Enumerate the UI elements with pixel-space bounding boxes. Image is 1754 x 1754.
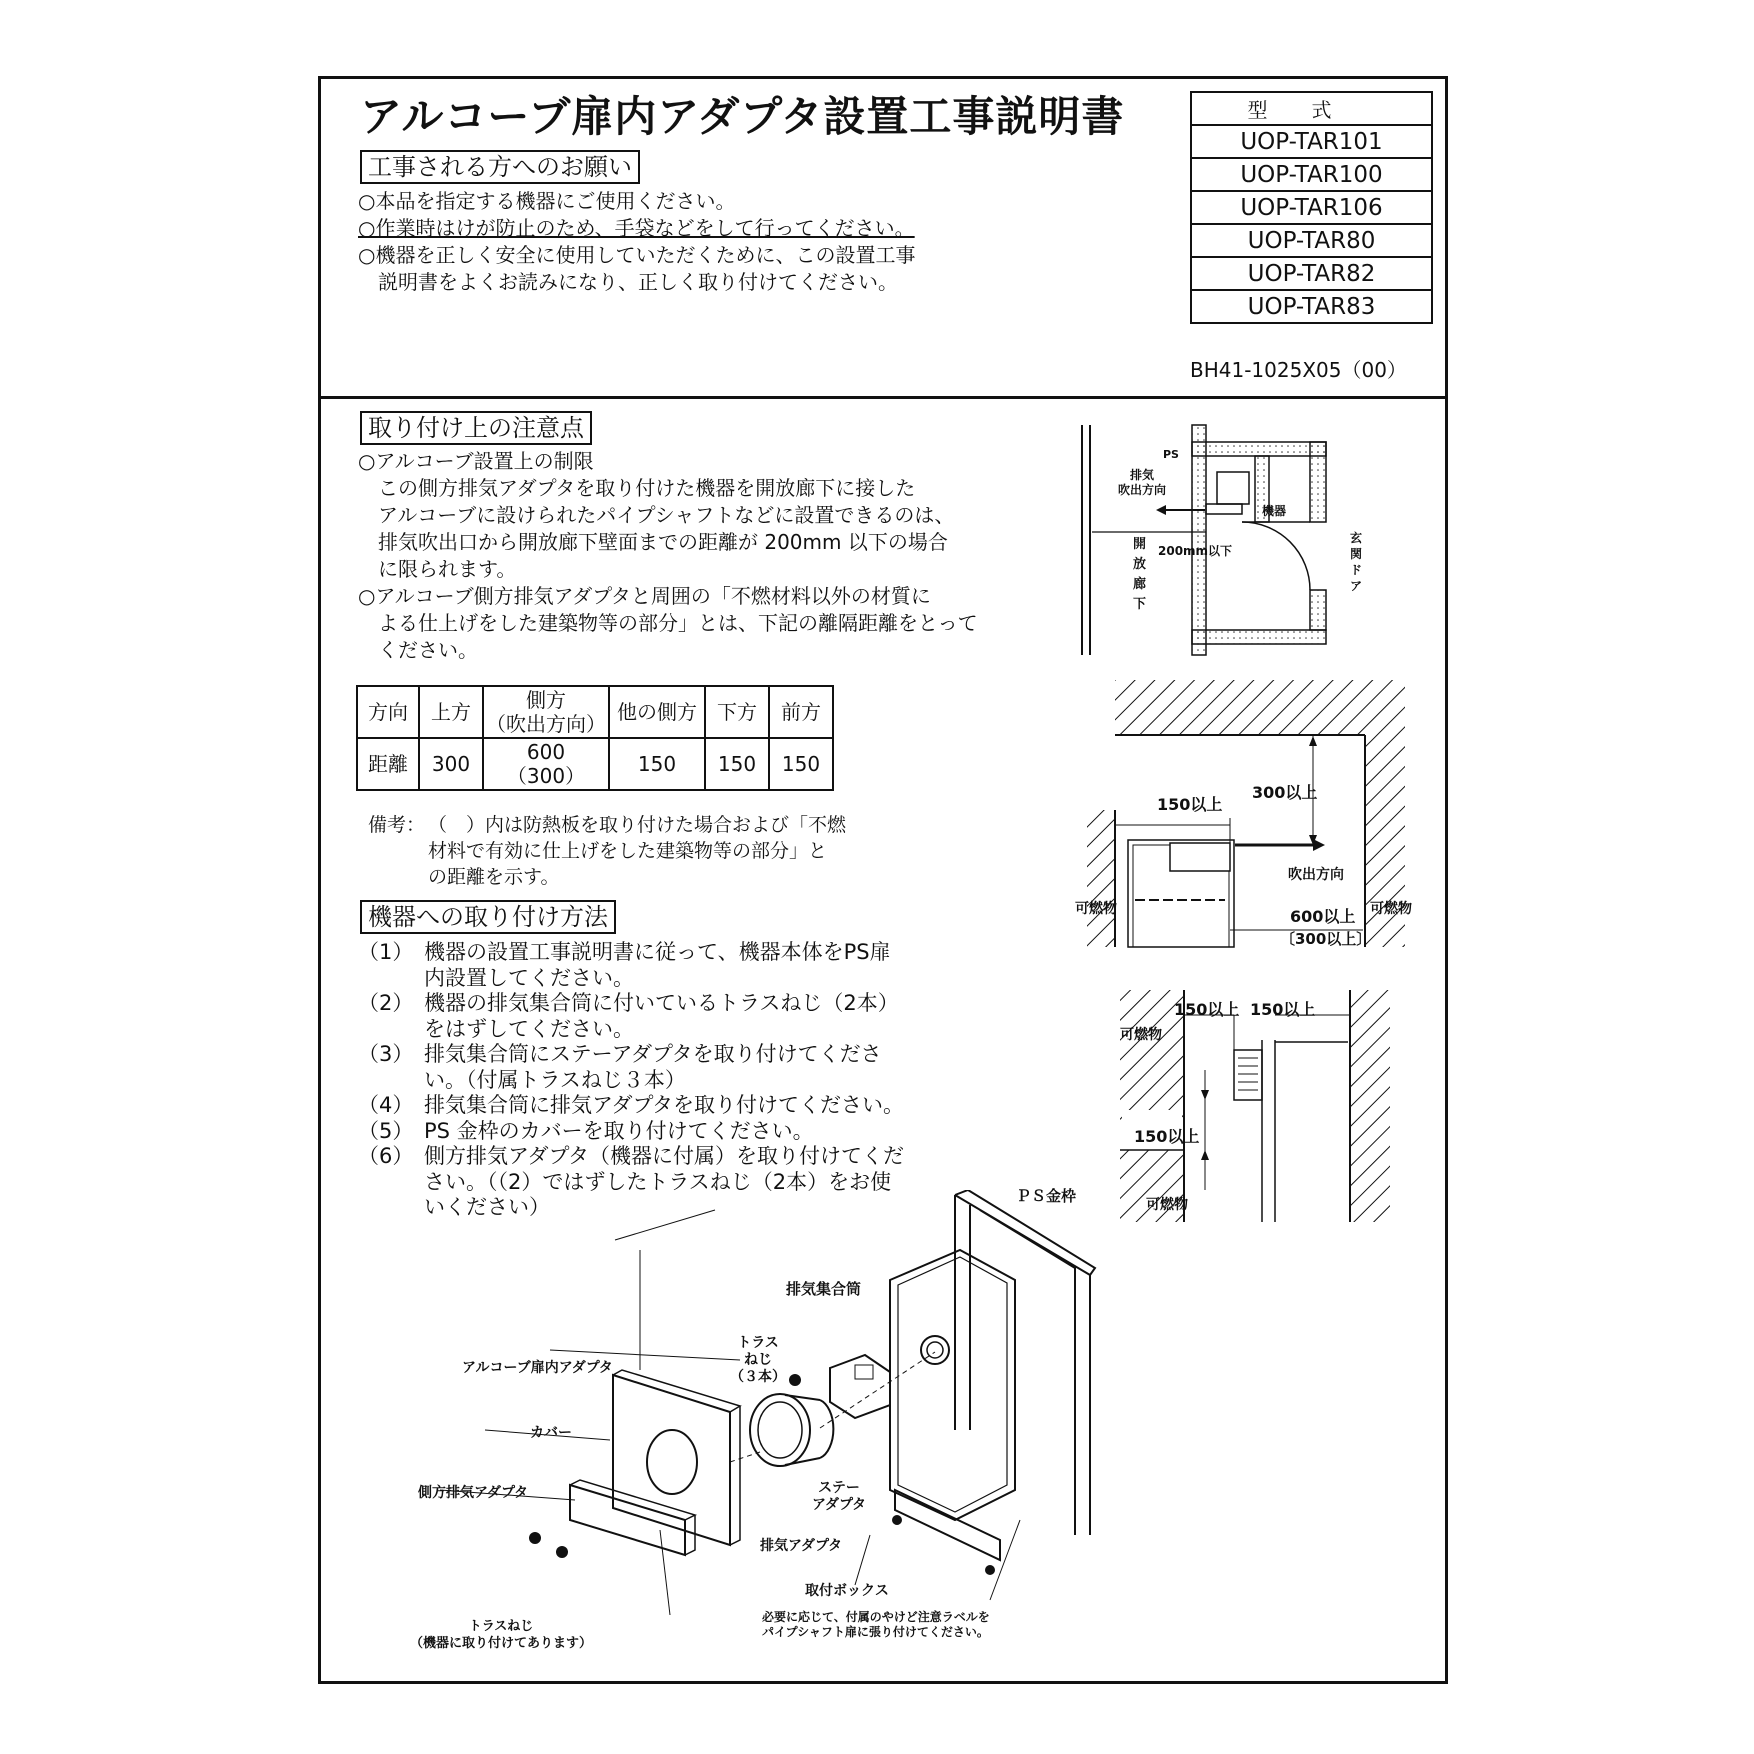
request-line: ○作業時はけが防止のため、手袋などをして行ってください。	[358, 216, 915, 240]
plan-corridor-label: 開放廊下	[1133, 537, 1147, 612]
side-combustible-bottom: 可燃物	[1146, 1197, 1188, 1213]
method-step	[358, 1119, 904, 1145]
step-number: （3）	[358, 1042, 414, 1066]
caution-line: ○アルコーブ設置上の制限	[358, 449, 594, 473]
model-cell: UOP-TAR106	[1191, 191, 1432, 224]
label-collector: 排気集合筒	[786, 1280, 862, 1298]
request-line: ○機器を正しく安全に使用していただくために、この設置工事	[358, 243, 916, 267]
front-top-label: 300以上	[1252, 783, 1318, 802]
label-mount-box: 取付ボックス	[805, 1583, 889, 1599]
section-divider	[318, 396, 1448, 399]
remark-prefix: 備考：	[368, 814, 426, 836]
step-line: 排気集合筒に排気アダプタを取り付けてください。	[424, 1093, 905, 1117]
plan-door-label: 玄関ドア	[1350, 531, 1363, 593]
front-blow-distance: 600以上	[1290, 907, 1356, 926]
step-line: 機器の設置工事説明書に従って、機器本体をPS扉	[424, 940, 891, 964]
caution-line: この側方排気アダプタを取り付けた機器を開放廊下に接した	[358, 476, 916, 500]
model-table-header: 型式	[1191, 92, 1432, 125]
step-line: さい。（（2）ではずしたトラスねじ（2本）をお使	[424, 1169, 892, 1194]
step-line: 内設置してください。	[424, 965, 634, 990]
model-cell: UOP-TAR82	[1191, 257, 1432, 290]
front-combustible-left: 可燃物	[1075, 901, 1117, 917]
document-number: BH41-1025X05（00）	[1190, 358, 1407, 382]
method-step	[358, 1093, 904, 1119]
step-line: いください）	[424, 1195, 550, 1219]
step-number: （4）	[358, 1093, 414, 1117]
caution-line: ください。	[358, 638, 478, 662]
distance-table	[356, 685, 834, 791]
exploded-assembly-diagram	[400, 1190, 1120, 1660]
front-blow-label: 吹出方向	[1288, 867, 1344, 883]
model-cell: UOP-TAR100	[1191, 158, 1432, 191]
remark-lines	[428, 812, 846, 890]
caution-line: 排気吹出口から開放廊下壁面までの距離が 200mm 以下の場合	[358, 530, 948, 554]
dist-cell: 150	[705, 738, 769, 790]
label-side-adapter: 側方排気アダプタ	[418, 1485, 529, 1501]
plan-ps-label: PS	[1163, 448, 1179, 461]
side-bottom-label: 150以上	[1134, 1127, 1200, 1146]
dist-cell: 150	[769, 738, 833, 790]
step-line: PS 金枠のカバーを取り付けてください。	[424, 1118, 814, 1143]
label-alcove-adapter: アルコーブ扉内アダプタ	[462, 1360, 613, 1376]
document-title: アルコーブ扉内アダプタ設置工事説明書	[360, 92, 1125, 141]
dist-header: 側方 （吹出方向）	[483, 686, 609, 738]
caution-heading: 取り付け上の注意点	[360, 411, 592, 445]
label-truss-screw: トラスねじ （機器に取り付けてあります）	[410, 1619, 593, 1651]
caution-line: に限られます。	[358, 557, 517, 581]
method-heading: 機器への取り付け方法	[360, 900, 616, 934]
step-line: をはずしてください。	[424, 1016, 634, 1041]
method-step	[358, 991, 904, 1042]
remark-line: の距離を示す。	[428, 866, 560, 888]
front-combustible-right: 可燃物	[1370, 901, 1412, 917]
step-number: （6）	[358, 1144, 414, 1168]
label-truss-screw3: トラス ねじ （３本）	[730, 1335, 786, 1385]
model-table	[1190, 91, 1433, 324]
step-line: 機器の排気集合筒に付いているトラスねじ（2本）	[424, 991, 899, 1015]
method-step	[358, 940, 904, 991]
front-clearance-diagram	[1075, 680, 1415, 950]
step-number: （2）	[358, 991, 414, 1015]
caution-lines	[358, 448, 978, 664]
plan-diagram	[1070, 420, 1370, 660]
dist-header: 方向	[357, 686, 419, 738]
plan-distance-label: 200mm以下	[1158, 544, 1233, 558]
method-steps	[358, 940, 904, 1221]
dist-cell: 距離	[357, 738, 419, 790]
remark-line: （ ）内は防熱板を取り付けた場合および「不燃	[428, 814, 847, 836]
label-ps-frame: ＰＳ金枠	[1016, 1187, 1077, 1205]
dist-cell: 150	[609, 738, 705, 790]
request-line: 説明書をよくお読みになり、正しく取り付けてください。	[358, 270, 898, 294]
model-cell: UOP-TAR101	[1191, 125, 1432, 158]
model-cell: UOP-TAR80	[1191, 224, 1432, 257]
step-line: い。（付属トラスねじ３本）	[424, 1067, 686, 1092]
model-cell: UOP-TAR83	[1191, 290, 1432, 323]
dist-header: 上方	[419, 686, 483, 738]
side-right-label: 150以上	[1250, 1000, 1316, 1019]
plan-device-label: 機器	[1262, 504, 1287, 518]
remark-line: 材料で有効に仕上げをした建築物等の部分」と	[428, 840, 828, 862]
method-step	[358, 1042, 904, 1093]
plan-exhaust-label: 排気 吹出方向	[1118, 468, 1167, 497]
label-stay-adapter: ステー アダプタ	[812, 1480, 867, 1513]
step-line: 側方排気アダプタ（機器に付属）を取り付けてくだ	[424, 1144, 905, 1168]
request-line: ○本品を指定する機器にご使用ください。	[358, 189, 736, 213]
caution-line: アルコーブに設けられたパイプシャフトなどに設置できるのは、	[358, 503, 955, 527]
side-combustible-top: 可燃物	[1120, 1027, 1162, 1043]
dist-header: 下方	[705, 686, 769, 738]
front-side-label: 150以上	[1157, 795, 1223, 814]
step-number: （1）	[358, 940, 414, 964]
dist-header: 前方	[769, 686, 833, 738]
request-lines	[358, 188, 915, 296]
side-left-label: 150以上	[1174, 1000, 1240, 1019]
label-burn-note: 必要に応じて、付属のやけど注意ラベルを パイプシャフト扉に張り付けてください。	[762, 1610, 990, 1639]
step-number: （5）	[358, 1118, 414, 1143]
step-line: 排気集合筒にステーアダプタを取り付けてくださ	[424, 1042, 882, 1066]
caution-line: よる仕上げをした建築物等の部分」とは、下記の離隔距離をとって	[358, 611, 978, 635]
label-exhaust-adapter: 排気アダプタ	[760, 1538, 843, 1554]
request-heading: 工事される方へのお願い	[360, 150, 640, 184]
dist-cell: 300	[419, 738, 483, 790]
dist-cell: 600 （300）	[483, 738, 609, 790]
dist-header: 他の側方	[609, 686, 705, 738]
label-cover: カバー	[530, 1425, 572, 1441]
caution-line: ○アルコーブ側方排気アダプタと周囲の「不燃材料以外の材質に	[358, 584, 931, 608]
front-blow-distance-alt: 〔300以上〕	[1280, 930, 1372, 948]
